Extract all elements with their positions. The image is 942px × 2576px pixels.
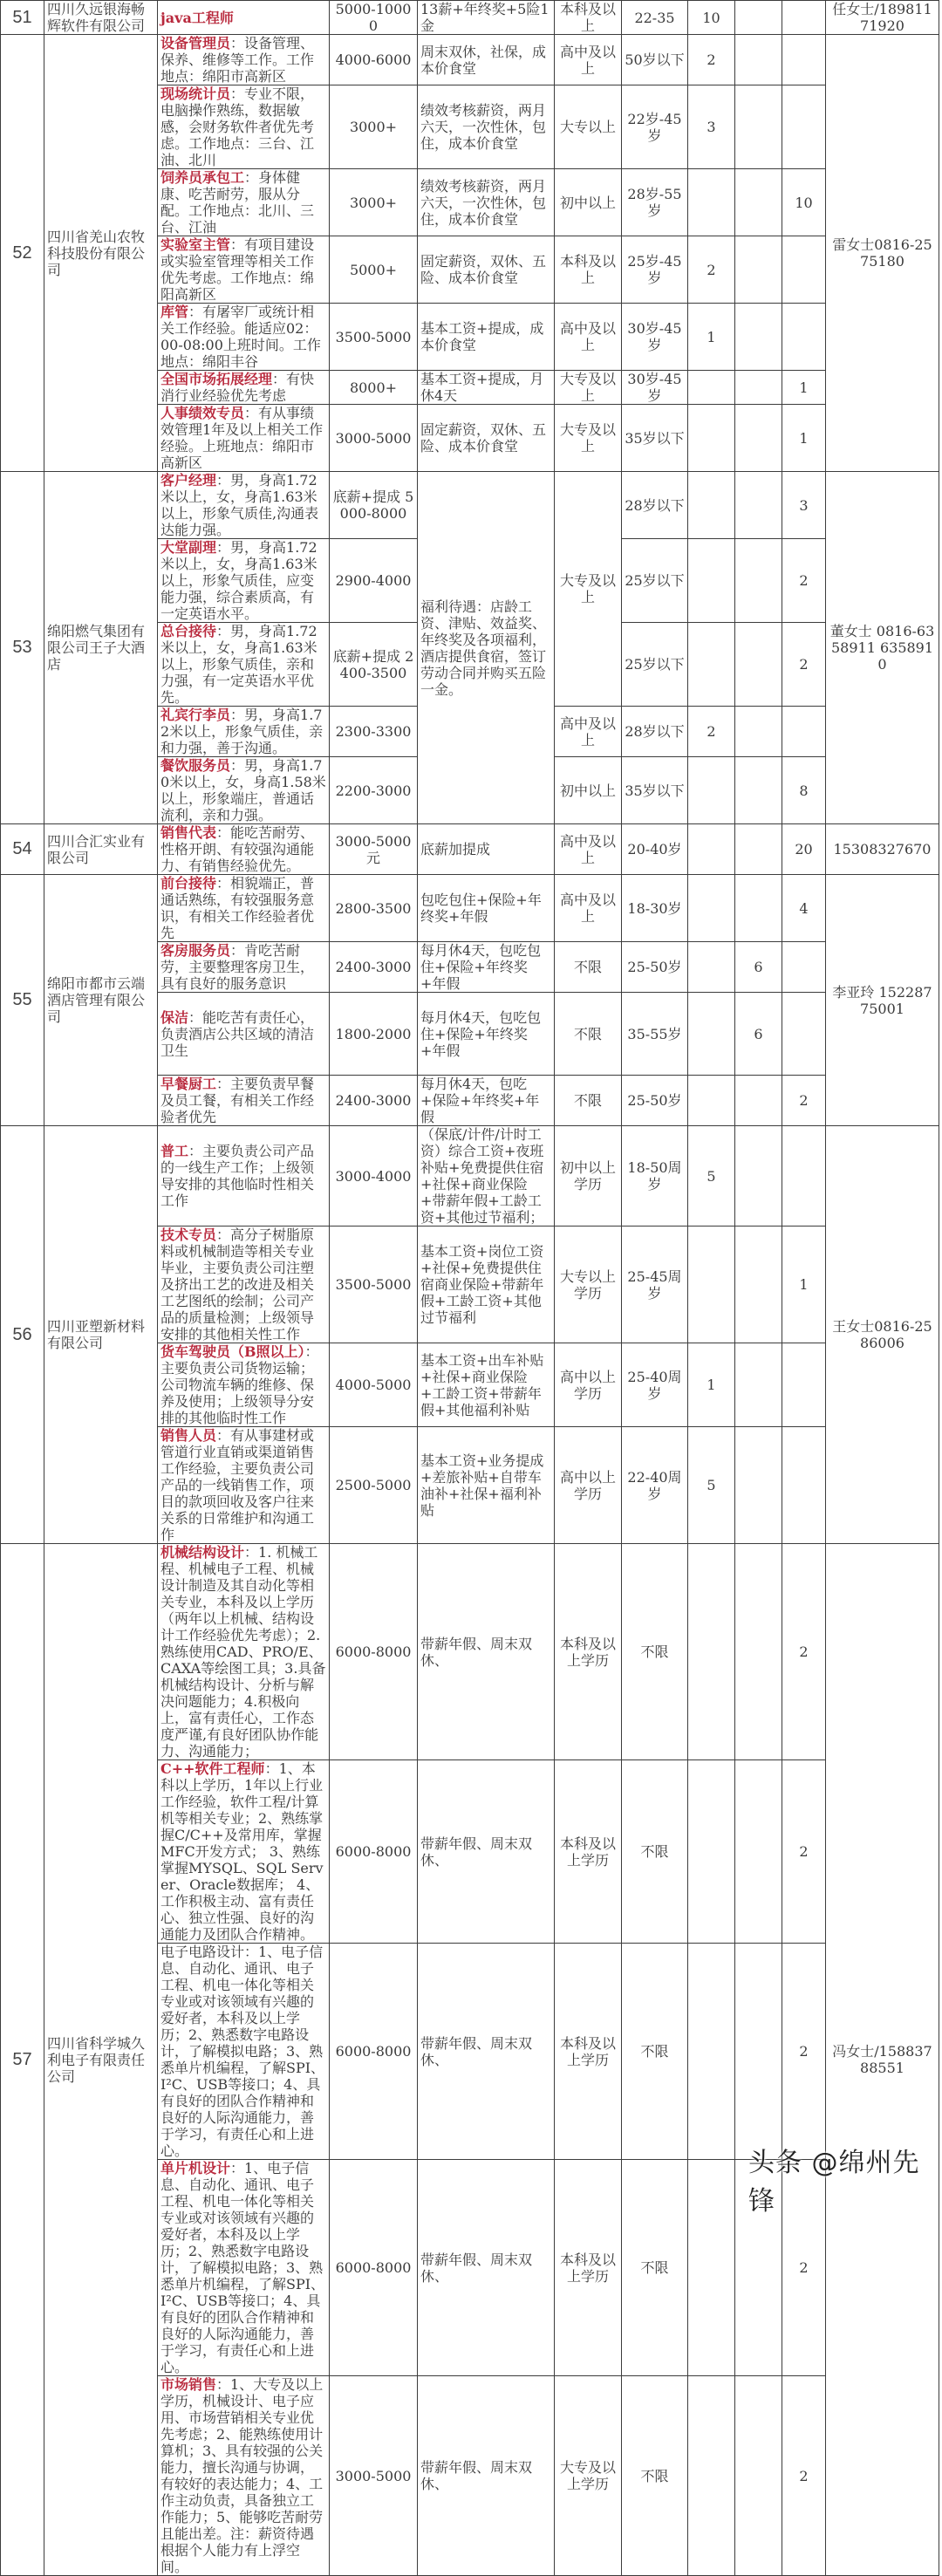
headcount-3: 1 <box>782 1227 826 1343</box>
benefits: 每月休4天，包吃+保险+年终奖+年假 <box>418 1076 555 1126</box>
contact: 董女士 0816-6358911 6358910 <box>826 472 939 824</box>
headcount-1 <box>688 824 735 875</box>
headcount-3 <box>782 993 826 1076</box>
company-name: 四川合汇实业有限公司 <box>44 824 158 875</box>
row-number: 54 <box>1 824 44 875</box>
headcount-1 <box>688 1227 735 1343</box>
headcount-3 <box>782 1427 826 1544</box>
headcount-2 <box>735 707 782 757</box>
education: 大专以上学历 <box>555 1227 622 1343</box>
age-range: 50岁以下 <box>622 35 688 85</box>
education: 大专及以上 <box>555 472 622 707</box>
salary: 3000-5000 <box>330 405 418 472</box>
education: 不限 <box>555 993 622 1076</box>
headcount-1 <box>688 875 735 942</box>
age-range: 20-40岁 <box>622 824 688 875</box>
job-description <box>158 993 330 1076</box>
salary: 2500-5000 <box>330 1427 418 1544</box>
headcount-1 <box>688 623 735 707</box>
job-title: 大堂副理 <box>160 539 217 556</box>
job-title: 货车驾驶员（B照以上） <box>160 1343 305 1360</box>
job-requirements: ：男，身高1.72米以上，女，身高1.63米以上，形象气质佳，应变能力强，综合素质高，有一定英语水平。 <box>160 539 317 622</box>
contact: 15308327670 <box>826 824 939 875</box>
age-range: 25-50岁 <box>622 942 688 993</box>
job-description <box>158 371 330 405</box>
contact: 任女士/18981171920 <box>826 1 939 35</box>
job-description <box>158 236 330 304</box>
job-title: 销售人员 <box>160 1427 217 1444</box>
row-number: 51 <box>1 1 44 35</box>
headcount-2 <box>735 824 782 875</box>
job-requirements: ：1、大专及以上学历，机械设计、电子应用、市场营销相关专业优先考虑；2、能熟练使用计算机；3、具有较强的公关能力，擅长沟通与协调，有较好的表达能力；4、工作主动负责，具备独立工作能力；5、能够吃苦耐劳且能出差。注：薪资待遇根据个人能力有上浮空间。 <box>160 2376 324 2575</box>
headcount-3 <box>782 1126 826 1227</box>
headcount-2 <box>735 1 782 35</box>
headcount-1 <box>688 1760 735 1944</box>
job-requirements: ：能吃苦耐劳、性格开朗、有较强沟通能力、有销售经验优先。 <box>160 824 315 874</box>
job-requirements: ：主要负责早餐及员工餐，有相关工作经验者优先 <box>160 1076 315 1125</box>
headcount-2 <box>735 35 782 85</box>
education: 不限 <box>555 942 622 993</box>
education: 高中及以上 <box>555 707 622 757</box>
company-name: 四川省科学城久利电子有限责任公司 <box>44 1544 158 2576</box>
table-row <box>1 472 939 539</box>
salary: 1800-2000 <box>330 993 418 1076</box>
job-description <box>158 539 330 623</box>
benefits: 基本工资+岗位工资+社保+免费提供住宿商业保险+带薪年假+工龄工资+其他过节福利 <box>418 1227 555 1343</box>
age-range: 35-55岁 <box>622 993 688 1076</box>
job-requirements: ：有屠宰厂或统计相关工作经验。能适应02：00-08:00上班时间。工作地点：绵阳丰谷 <box>160 304 321 370</box>
job-requirements: ：1、电子信息、自动化、通讯、电子工程、机电一体化等相关专业或对该领域有兴趣的爱好者，本科及以上学历；2、熟悉数字电路设计，了解模拟电路；3、熟悉单片机编程，了解SPI、I²C、USB等接口；4、具有良好的团队合作精神和良好的人际沟通能力，善于学习，有责任心和上进心。 <box>160 2160 325 2375</box>
age-range: 不限 <box>622 1760 688 1944</box>
job-description <box>158 1944 330 2160</box>
contact: 雷女士0816-2575180 <box>826 35 939 472</box>
salary: 底薪+提成 5000-8000 <box>330 472 418 539</box>
education: 本科及以上学历 <box>555 2160 622 2376</box>
salary: 3000-4000 <box>330 1126 418 1227</box>
job-requirements: ：1. 机械工程、机械电子工程、机械设计制造及其自动化等相关专业，本科及以上学历（两年以上机械、结构设计工作经验优先考虑）；2.熟练使用CAD、PRO/E、CAXA等绘图工具；3.具备机械结构设计、分析与解决问题能力；4.积极向上，富有责任心，工作态度严谨,有良好团队协作能力、沟通能力； <box>160 1544 326 1759</box>
age-range: 28岁以下 <box>622 707 688 757</box>
salary: 6000-8000 <box>330 1760 418 1944</box>
age-range: 25-45周岁 <box>622 1227 688 1343</box>
age-range: 不限 <box>622 2376 688 2576</box>
headcount-1: 1 <box>688 304 735 371</box>
table-row <box>1 1544 939 1760</box>
headcount-2 <box>735 623 782 707</box>
salary: 5000-10000 <box>330 1 418 35</box>
education: 初中以上学历 <box>555 1126 622 1227</box>
headcount-2 <box>735 236 782 304</box>
age-range: 22-40周岁 <box>622 1427 688 1544</box>
job-requirements: ：男，身高1.72米以上，形象气质佳，亲和力强，善于沟通。 <box>160 707 324 756</box>
job-requirements: ：男，身高1.70米以上，女，身高1.58米以上，形象端庄，普通话流利，亲和力强。 <box>160 757 326 823</box>
age-range: 28岁以下 <box>622 472 688 539</box>
headcount-1: 2 <box>688 35 735 85</box>
salary: 2400-3000 <box>330 942 418 993</box>
age-range: 不限 <box>622 1544 688 1760</box>
benefits: 带薪年假、周末双休、 <box>418 1760 555 1944</box>
job-requirements: ：男，身高1.72米以上，女，身高1.63米以上，形象气质佳,沟通表达能力强。 <box>160 472 319 538</box>
job-title: 礼宾行李员 <box>160 707 231 723</box>
job-description <box>158 1427 330 1544</box>
job-description <box>158 169 330 236</box>
job-description <box>158 942 330 993</box>
benefits: 基本工资+提成，成本价食堂 <box>418 304 555 371</box>
salary: 3000+ <box>330 85 418 169</box>
headcount-2 <box>735 1544 782 1760</box>
headcount-2 <box>735 371 782 405</box>
benefits: 基本工资+业务提成+差旅补贴+自带车油补+社保+福利补贴 <box>418 1427 555 1544</box>
job-description <box>158 1126 330 1227</box>
job-title: 销售代表 <box>160 824 217 841</box>
headcount-2 <box>735 169 782 236</box>
job-requirements: ：主要负责公司货物运输；公司物流车辆的维修、保养及使用；上级领导分安排的其他临时性工作 <box>160 1343 319 1426</box>
age-range: 不限 <box>622 2160 688 2376</box>
benefits: 每月休4天，包吃包住+保险+年终奖+年假 <box>418 942 555 993</box>
benefits: 13薪+年终奖+5险1金 <box>418 1 555 35</box>
job-description <box>158 1227 330 1343</box>
headcount-2 <box>735 1126 782 1227</box>
age-range: 18-50周岁 <box>622 1126 688 1227</box>
headcount-3: 10 <box>782 169 826 236</box>
education: 高中以上学历 <box>555 1343 622 1427</box>
education: 不限 <box>555 1076 622 1126</box>
job-description <box>158 35 330 85</box>
job-title: 客户经理 <box>160 472 217 489</box>
headcount-2 <box>735 472 782 539</box>
headcount-3: 1 <box>782 405 826 472</box>
headcount-1 <box>688 2376 735 2576</box>
education: 大专以上 <box>555 85 622 169</box>
salary: 5000+ <box>330 236 418 304</box>
headcount-3 <box>782 304 826 371</box>
headcount-3: 20 <box>782 824 826 875</box>
headcount-2 <box>735 1760 782 1944</box>
salary: 2200-3000 <box>330 757 418 824</box>
contact: 李亚玲 15228775001 <box>826 875 939 1126</box>
age-range: 28岁-55岁 <box>622 169 688 236</box>
headcount-2 <box>735 875 782 942</box>
headcount-1: 2 <box>688 236 735 304</box>
salary: 3000+ <box>330 169 418 236</box>
age-range: 18-30岁 <box>622 875 688 942</box>
salary: 3500-5000 <box>330 1227 418 1343</box>
headcount-2 <box>735 304 782 371</box>
education: 初中以上 <box>555 757 622 824</box>
headcount-3 <box>782 85 826 169</box>
age-range: 25-40周岁 <box>622 1343 688 1427</box>
headcount-2 <box>735 2376 782 2576</box>
job-title: 设备管理员 <box>160 35 231 51</box>
salary: 2400-3000 <box>330 1076 418 1126</box>
job-title: 饲养员承包工 <box>160 169 245 186</box>
salary: 底薪+提成 2400-3500 <box>330 623 418 707</box>
job-title: 全国市场拓展经理 <box>160 371 273 387</box>
job-title: 市场销售 <box>160 2376 217 2393</box>
company-name: 四川久远银海畅辉软件有限公司 <box>44 1 158 35</box>
job-requirements: ：相貌端正，普通话熟练，有较强服务意识，有相关工作经验者优先 <box>160 875 315 941</box>
salary: 3500-5000 <box>330 304 418 371</box>
job-description <box>158 623 330 707</box>
headcount-2 <box>735 1343 782 1427</box>
row-number: 53 <box>1 472 44 824</box>
education: 大专及以上 <box>555 405 622 472</box>
headcount-3: 8 <box>782 757 826 824</box>
job-requirements: ：设备管理、保养、维修等工作。工作地点：绵阳市高新区 <box>160 35 315 85</box>
benefits: 固定薪资，双休、五险、成本价食堂 <box>418 236 555 304</box>
salary: 2900-4000 <box>330 539 418 623</box>
headcount-1 <box>688 1076 735 1126</box>
headcount-3 <box>782 236 826 304</box>
age-range: 30岁-45岁 <box>622 371 688 405</box>
job-title: 机械结构设计 <box>160 1544 245 1561</box>
row-number: 57 <box>1 1544 44 2576</box>
education: 高中以上学历 <box>555 1427 622 1544</box>
job-title: 实验室主管 <box>160 236 231 253</box>
headcount-3 <box>782 942 826 993</box>
row-number: 56 <box>1 1126 44 1544</box>
job-description <box>158 472 330 539</box>
job-description <box>158 824 330 875</box>
table-row <box>1 35 939 85</box>
company-name: 四川省羌山农牧科技股份有限公司 <box>44 35 158 472</box>
job-requirements: ：1、本科以上学历，1年以上行业工作经验，软件工程/计算机等相关专业；2、熟练掌握C/C++及常用库，掌握MFC开发方式； 3、熟练掌握MYSQL、SQL Server、Oracle数据库； 4、工作积极主动、富有责任心、独立性强、良好的沟通能力及团队合作精神。 <box>160 1760 324 1943</box>
headcount-3: 2 <box>782 623 826 707</box>
salary: 4000-5000 <box>330 1343 418 1427</box>
education: 高中及以上 <box>555 824 622 875</box>
benefits: 绩效考核薪资，两月六天，一次性休，包住，成本价食堂 <box>418 85 555 169</box>
row-number: 52 <box>1 35 44 472</box>
job-requirements: ：专业不限，电脑操作熟练，数据敏感，会财务软件者优先考虑。工作地点：三台、江油、北川 <box>160 85 315 168</box>
headcount-3 <box>782 707 826 757</box>
headcount-1 <box>688 169 735 236</box>
salary: 2300-3300 <box>330 707 418 757</box>
headcount-2 <box>735 1944 782 2160</box>
headcount-1: 5 <box>688 1126 735 1227</box>
headcount-2 <box>735 85 782 169</box>
benefits: 包吃包住+保险+年终奖+年假 <box>418 875 555 942</box>
row-number: 55 <box>1 875 44 1126</box>
headcount-2: 6 <box>735 942 782 993</box>
job-requirements: ：高分子树脂原料或机械制造等相关专业毕业，主要负责公司注塑及挤出工艺的改进及相关工艺图纸的绘制；公司产品的质量检测；上级领导安排的其他相关性工作 <box>160 1227 315 1343</box>
table-row <box>1 824 939 875</box>
headcount-1: 10 <box>688 1 735 35</box>
benefits: 福利待遇：店龄工资、津贴、效益奖、年终奖及各项福利，酒店提供食宿，签订劳动合同并购买五险一金。 <box>418 472 555 824</box>
benefits: 周末双休，社保，成本价食堂 <box>418 35 555 85</box>
job-title: 人事绩效专员 <box>160 405 245 421</box>
job-requirements: ：身体健康、吃苦耐劳，服从分配。工作地点：北川、三台、江油 <box>160 169 315 236</box>
job-description <box>158 1076 330 1126</box>
headcount-1 <box>688 539 735 623</box>
age-range: 25岁以下 <box>622 623 688 707</box>
job-description <box>158 1544 330 1760</box>
headcount-2 <box>735 1427 782 1544</box>
age-range: 不限 <box>622 1944 688 2160</box>
salary: 6000-8000 <box>330 1544 418 1760</box>
age-range: 25岁-45岁 <box>622 236 688 304</box>
age-range: 30岁-45岁 <box>622 304 688 371</box>
job-title: 总台接待 <box>160 623 217 639</box>
headcount-1: 2 <box>688 707 735 757</box>
job-requirements: ：主要负责公司产品的一线生产工作；上级领导安排的其他临时性相关工作 <box>160 1143 315 1209</box>
education: 本科及以上学历 <box>555 1544 622 1760</box>
salary: 6000-8000 <box>330 1944 418 2160</box>
headcount-1 <box>688 993 735 1076</box>
company-name: 绵阳市都市云端酒店管理有限公司 <box>44 875 158 1126</box>
job-description <box>158 707 330 757</box>
job-title: 保洁 <box>160 1008 189 1026</box>
headcount-3: 2 <box>782 2160 826 2376</box>
headcount-1 <box>688 2160 735 2376</box>
job-title: 单片机设计 <box>160 2160 231 2176</box>
education: 高中及以上 <box>555 35 622 85</box>
job-title: 现场统计员 <box>160 85 231 102</box>
headcount-3: 2 <box>782 2376 826 2576</box>
education: 大专及以上 <box>555 371 622 405</box>
headcount-1: 1 <box>688 1343 735 1427</box>
benefits: 带薪年假、周末双休、 <box>418 1544 555 1760</box>
age-range: 35岁以下 <box>622 405 688 472</box>
benefits: （保底/计件/计时工资）综合工资+夜班补贴+免费提供住宿+社保+商业保险+带薪年假+工龄工资+其他过节福利； <box>418 1126 555 1227</box>
job-description <box>158 2160 330 2376</box>
headcount-3 <box>782 1343 826 1427</box>
headcount-3 <box>782 35 826 85</box>
salary: 4000-6000 <box>330 35 418 85</box>
age-range: 25-50岁 <box>622 1076 688 1126</box>
headcount-2 <box>735 539 782 623</box>
job-title: 普工 <box>160 1143 189 1159</box>
company-name: 四川亚塑新材料有限公司 <box>44 1126 158 1544</box>
education: 高中及以上 <box>555 304 622 371</box>
education: 本科及以上学历 <box>555 1760 622 1944</box>
headcount-3: 1 <box>782 371 826 405</box>
headcount-3: 2 <box>782 539 826 623</box>
headcount-2 <box>735 1227 782 1343</box>
job-title: 客房服务员 <box>160 942 231 959</box>
benefits: 基本工资+提成，月休4天 <box>418 371 555 405</box>
benefits: 带薪年假、周末双休、 <box>418 1944 555 2160</box>
job-requirements: ：能吃苦有责任心，负责酒店公共区域的清洁卫生 <box>160 1008 315 1059</box>
headcount-3: 2 <box>782 1076 826 1126</box>
age-range: 22岁-45岁 <box>622 85 688 169</box>
headcount-3: 4 <box>782 875 826 942</box>
job-title: 技术专员 <box>160 1227 217 1243</box>
job-title: C++软件工程师 <box>160 1760 265 1777</box>
headcount-1 <box>688 1544 735 1760</box>
table-row <box>1 1126 939 1227</box>
job-requirements: ：肯吃苦耐劳，主要整理客房卫生，具有良好的服务意识 <box>160 942 315 992</box>
job-description <box>158 1760 330 1944</box>
job-title: 库管 <box>160 304 189 320</box>
company-name: 绵阳燃气集团有限公司王子大酒店 <box>44 472 158 824</box>
headcount-1: 5 <box>688 1427 735 1544</box>
benefits: 固定薪资，双休、五险、成本价食堂 <box>418 405 555 472</box>
age-range: 22-35 <box>622 1 688 35</box>
contact: 王女士0816-2586006 <box>826 1126 939 1544</box>
contact: 冯女士/15883788551 <box>826 1544 939 2576</box>
job-title: 早餐厨工 <box>160 1076 217 1092</box>
job-description <box>158 875 330 942</box>
job-title: java工程师 <box>160 9 234 26</box>
job-title: 餐饮服务员 <box>160 757 231 774</box>
job-description <box>158 304 330 371</box>
headcount-1 <box>688 1944 735 2160</box>
headcount-2 <box>735 757 782 824</box>
headcount-3: 2 <box>782 1760 826 1944</box>
job-description <box>158 757 330 824</box>
salary: 3000-5000 <box>330 2376 418 2576</box>
benefits: 绩效考核薪资，两月六天，一次性休，包住，成本价食堂 <box>418 169 555 236</box>
benefits: 带薪年假、周末双休、 <box>418 2160 555 2376</box>
education: 本科及以上 <box>555 1 622 35</box>
education: 本科及以上学历 <box>555 1944 622 2160</box>
job-requirements: ：有从事绩效管理1年及以上相关工作经验。上班地点：绵阳市高新区 <box>160 405 324 471</box>
table-row <box>1 1 939 35</box>
age-range: 35岁以下 <box>622 757 688 824</box>
education: 初中以上 <box>555 169 622 236</box>
job-requirements: 电子电路设计：1、电子信息、自动化、通讯、电子工程、机电一体化等相关专业或对该领域有兴趣的爱好者，本科及以上学历；2、熟悉数字电路设计，了解模拟电路；3、熟悉单片机编程，了解SPI、I²C、USB等接口；4、具有良好的团队合作精神和良好的人际沟通能力，善于学习，有责任心和上进心。 <box>160 1944 325 2159</box>
education: 大专及以上学历 <box>555 2376 622 2576</box>
benefits: 每月休4天，包吃包住+保险+年终奖+年假 <box>418 993 555 1076</box>
salary: 2800-3500 <box>330 875 418 942</box>
headcount-3: 2 <box>782 1944 826 2160</box>
watermark: 头条 @绵州先锋 <box>748 2148 920 2217</box>
salary: 6000-8000 <box>330 2160 418 2376</box>
headcount-1 <box>688 405 735 472</box>
headcount-3: 3 <box>782 472 826 539</box>
job-description <box>158 1 330 35</box>
age-range: 25岁以下 <box>622 539 688 623</box>
salary: 3000-5000元 <box>330 824 418 875</box>
headcount-2 <box>735 1076 782 1126</box>
job-description <box>158 405 330 472</box>
education: 本科及以上 <box>555 236 622 304</box>
job-requirements: ：有快消行业经验优先考虑 <box>160 371 315 404</box>
headcount-1 <box>688 942 735 993</box>
headcount-3: 2 <box>782 1544 826 1760</box>
job-requirements: ：男，身高1.72米以上，女，身高1.63米以上，形象气质佳，亲和力强，有一定英语水平优先。 <box>160 623 317 706</box>
headcount-1 <box>688 757 735 824</box>
benefits: 基本工资+出车补贴+社保+商业保险+工龄工资+带薪年假+其他福利补贴 <box>418 1343 555 1427</box>
headcount-2 <box>735 405 782 472</box>
headcount-2: 6 <box>735 993 782 1076</box>
education: 高中及以上 <box>555 875 622 942</box>
salary: 8000+ <box>330 371 418 405</box>
job-requirements: ：有项目建设或实验室管理等相关工作优先考虑。工作地点：绵阳高新区 <box>160 236 315 303</box>
headcount-1 <box>688 371 735 405</box>
headcount-1: 3 <box>688 85 735 169</box>
benefits: 带薪年假、周末双休、 <box>418 2376 555 2576</box>
job-description <box>158 2376 330 2576</box>
job-title: 前台接待 <box>160 875 217 892</box>
job-description <box>158 1343 330 1427</box>
headcount-1 <box>688 472 735 539</box>
job-requirements: ：有从事建材或管道行业直销或渠道销售工作经验，主要负责公司产品的一线销售工作，项目的款项回收及客户往来关系的日常维护和沟通工作 <box>160 1427 315 1543</box>
headcount-3 <box>782 1 826 35</box>
table-row <box>1 875 939 942</box>
job-description <box>158 85 330 169</box>
benefits: 底薪加提成 <box>418 824 555 875</box>
